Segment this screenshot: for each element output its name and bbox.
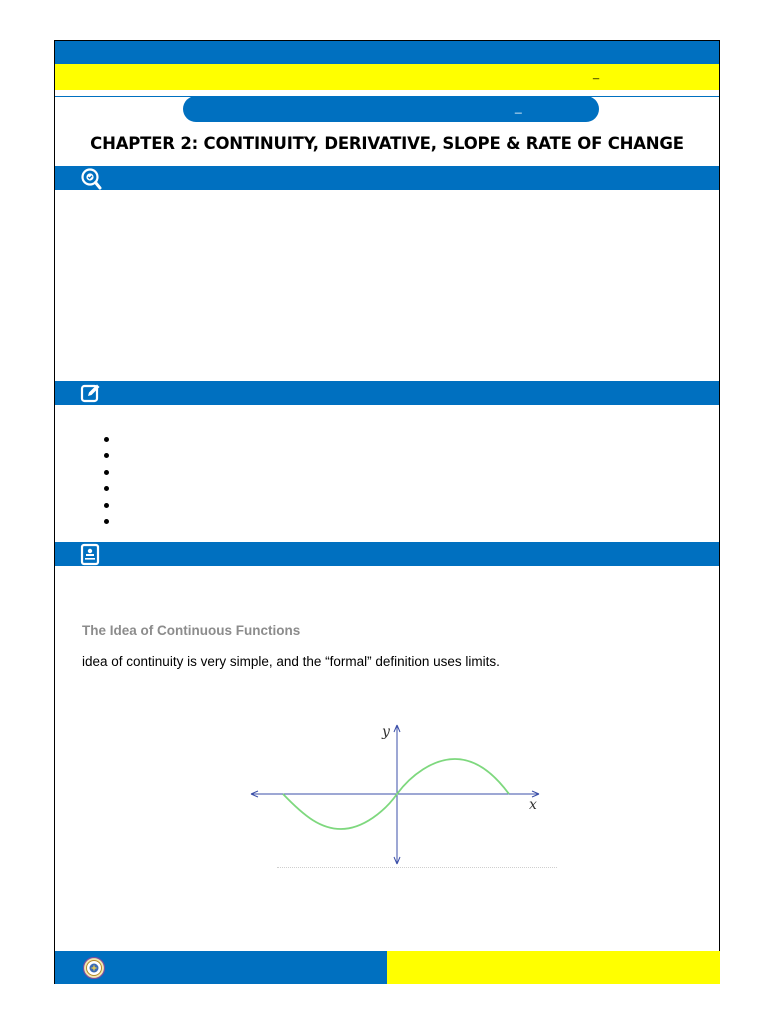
figure-caption-faint: [277, 867, 557, 872]
section-bar-overview: [55, 166, 719, 190]
section-subheading: The Idea of Continuous Functions: [82, 623, 301, 638]
footer-blue-band: [55, 951, 387, 984]
x-axis-label: x: [529, 797, 537, 813]
section-bar-discussion: [55, 542, 719, 566]
chapter-title: CHAPTER 2: CONTINUITY, DERIVATIVE, SLOPE & RATE OF CHANGE: [90, 134, 684, 153]
title-pill: [183, 96, 599, 122]
header-yellow-mark: _: [593, 68, 600, 80]
edit-icon: [79, 382, 107, 406]
magnifier-icon: [79, 167, 107, 191]
body-paragraph: idea of continuity is very simple, and the “formal” definition uses limits.: [82, 654, 500, 669]
header-blue-band: [55, 41, 719, 64]
y-axis-label: y: [382, 724, 390, 740]
continuous-function-graph: [245, 719, 547, 869]
id-card-icon: [79, 543, 107, 567]
footer-yellow-band: [387, 951, 720, 984]
title-pill-mark: _: [515, 100, 522, 114]
page-frame: [54, 40, 720, 984]
university-seal-icon: [83, 957, 105, 979]
section-bar-objectives: [55, 381, 719, 405]
header-yellow-band: [55, 64, 719, 90]
